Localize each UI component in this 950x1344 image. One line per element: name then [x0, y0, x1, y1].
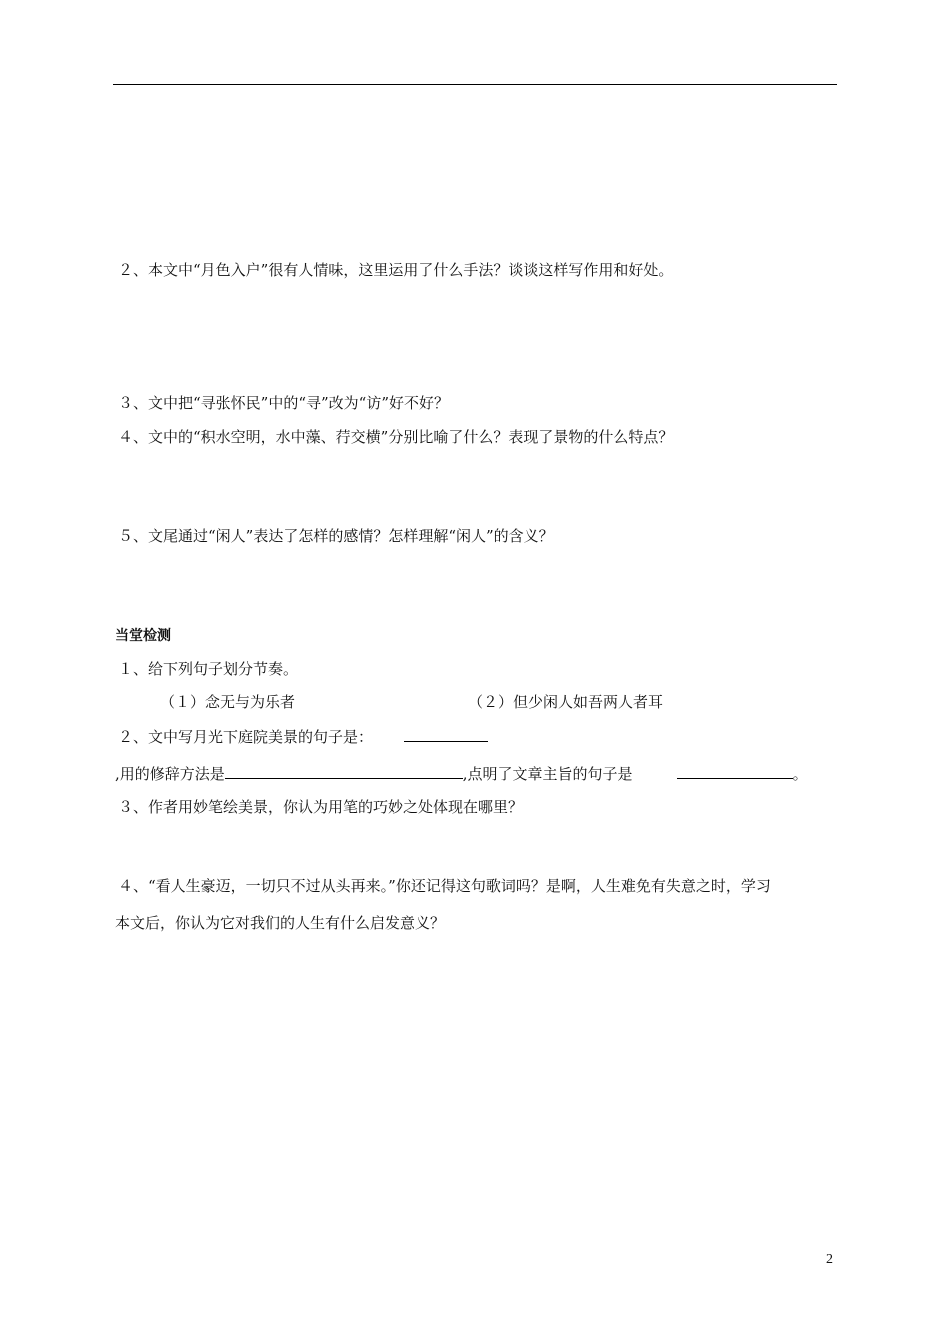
test-question-3: ３、作者用妙笔绘美景，你认为用笔的巧妙之处体现在哪里？: [118, 798, 524, 816]
test-question-2: [118, 726, 488, 747]
sentence-end-mark: 。: [792, 765, 808, 783]
header-rule: [113, 84, 837, 85]
page-number: 2: [826, 1252, 833, 1267]
test-question-1-item-1: （１）念无与为乐者: [160, 693, 296, 711]
answer-blank-1[interactable]: [404, 726, 488, 742]
test-question-1: １、给下列句子划分节奏。: [118, 660, 299, 678]
test-question-4-line-1: ４、“看人生豪迈，一切只不过从头再来。”你还记得这句歌词吗？是啊，人生难免有失意之时，学习: [118, 877, 771, 895]
test-question-2-continued: [115, 763, 808, 784]
answer-blank-3[interactable]: [677, 763, 793, 779]
question-2: ２、本文中“月色入户”很有人情味，这里运用了什么手法？谈谈这样写作用和好处。: [118, 261, 674, 279]
test-question-2-text: ２、文中写月光下庭院美景的句子是：: [118, 728, 374, 746]
test-question-4-line-2: 本文后，你认为它对我们的人生有什么启发意义？: [115, 914, 446, 932]
test-question-1-item-2: （２）但少闲人如吾两人者耳: [468, 693, 664, 711]
question-5: ５、文尾通过“闲人”表达了怎样的感情？怎样理解“闲人”的含义？: [118, 527, 554, 545]
answer-blank-2[interactable]: [225, 763, 463, 779]
theme-sentence-prompt: ,点明了文章主旨的句子是: [462, 765, 633, 783]
question-4: ４、文中的“积水空明，水中藻、荇交横”分别比喻了什么？表现了景物的什么特点？: [118, 428, 674, 446]
section-heading: 当堂检测: [115, 628, 171, 644]
question-3: ３、文中把“寻张怀民”中的“寻”改为“访”好不好？: [118, 394, 450, 412]
rhetoric-prompt: ,用的修辞方法是: [115, 765, 225, 783]
